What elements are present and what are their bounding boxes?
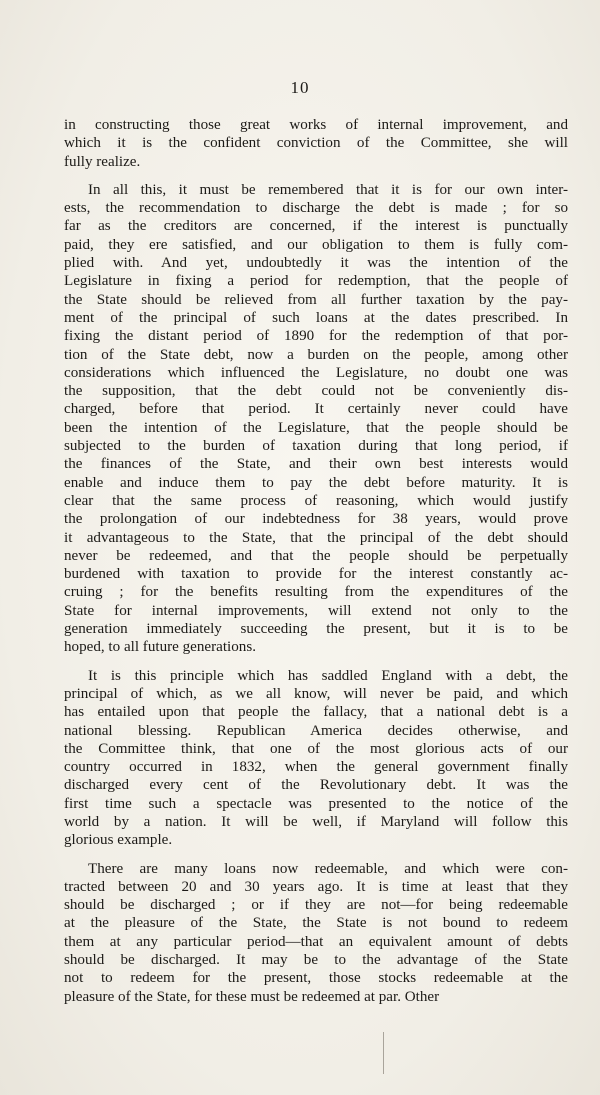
text-line: There are many loans now redeemable, and which were con- bbox=[88, 860, 568, 877]
text-line: fully realize. bbox=[64, 153, 141, 170]
text-line: It is this principle which has saddled England with a debt, the bbox=[88, 667, 568, 684]
text-line: the supposition, that the debt could not be conveniently dis- bbox=[64, 383, 568, 400]
text-line: hoped, to all future generations. bbox=[64, 639, 256, 656]
paragraph-2 bbox=[64, 181, 568, 657]
paragraph-4 bbox=[64, 860, 568, 1006]
text-line: State for internal improvements, will extend not only to the bbox=[64, 602, 568, 619]
text-line: never be redeemed, and that the people should be perpetually bbox=[64, 547, 568, 564]
text-line: world by a nation. It will be well, if Maryland will follow this bbox=[64, 813, 568, 830]
text-line: country occurred in 1832, when the general government finally bbox=[64, 759, 568, 776]
text-line: first time such a spectacle was presented to the notice of the bbox=[64, 795, 568, 812]
text-line: ment of the principal of such loans at the dates prescribed. In bbox=[64, 309, 568, 326]
text-line: cruing ; for the benefits resulting from the expenditures of the bbox=[64, 584, 568, 601]
text-line: subjected to the burden of taxation during that long period, if bbox=[64, 438, 568, 455]
page-number: 10 bbox=[290, 78, 310, 97]
binding-mark bbox=[383, 1032, 384, 1074]
text-line: tracted between 20 and 30 years ago. It is time at least that they bbox=[64, 878, 568, 895]
text-line: which it is the confident conviction of the Committee, she will bbox=[64, 135, 568, 152]
text-line: plied with. And yet, undoubtedly it was the intention of the bbox=[64, 255, 568, 272]
text-line: tion of the State debt, now a burden on the people, among other bbox=[64, 346, 568, 363]
text-line: Legislature in fixing a period for redemption, that the people of bbox=[64, 273, 568, 290]
text-line: not to redeem for the present, those stocks redeemable at the bbox=[64, 970, 568, 987]
body-text bbox=[64, 116, 568, 1006]
paragraph-gap bbox=[64, 850, 568, 860]
text-line: glorious example. bbox=[64, 832, 173, 849]
text-line: them at any particular period—that an equivalent amount of debts bbox=[64, 933, 568, 950]
text-line: should be discharged ; or if they are not—for being redeemable bbox=[64, 897, 568, 914]
text-line: the State should be relieved from all further taxation by the pay- bbox=[64, 291, 568, 308]
text-line: ests, the recommendation to discharge the debt is made ; for so bbox=[64, 200, 568, 217]
text-line: has entailed upon that people the fallacy, that a national debt is a bbox=[64, 704, 568, 721]
text-line: national blessing. Republican America decides otherwise, and bbox=[64, 722, 568, 739]
text-line: In all this, it must be remembered that it is for our own inter- bbox=[88, 181, 568, 198]
text-line: burdened with taxation to provide for the interest constantly ac- bbox=[64, 566, 568, 583]
paragraph-gap bbox=[64, 657, 568, 667]
paragraph-3 bbox=[64, 667, 568, 850]
text-line: principal of which, as we all know, will never be paid, and which bbox=[64, 685, 568, 702]
text-line: the Committee think, that one of the most glorious acts of our bbox=[64, 740, 568, 757]
text-line: pleasure of the State, for these must be redeemed at par. Other bbox=[64, 988, 440, 1005]
text-line: the finances of the State, and their own best interests would bbox=[64, 456, 568, 473]
text-line: charged, before that period. It certainly never could have bbox=[64, 401, 568, 418]
text-line: far as the creditors are concerned, if the interest is punctually bbox=[64, 218, 568, 235]
text-line: at the pleasure of the State, the State is not bound to redeem bbox=[64, 915, 568, 932]
text-line: in constructing those great works of internal improvement, and bbox=[64, 117, 568, 133]
text-line: the prolongation of our indebtedness for 38 years, would prove bbox=[64, 511, 568, 528]
text-line: discharged every cent of the Revolutionary debt. It was the bbox=[64, 777, 568, 794]
text-line: considerations which influenced the Legislature, no doubt one was bbox=[64, 364, 568, 381]
text-line: generation immediately succeeding the present, but it is to be bbox=[64, 621, 568, 638]
paragraph-1 bbox=[64, 116, 568, 171]
text-line: fixing the distant period of 1890 for the redemption of that por- bbox=[64, 328, 568, 345]
text-line: enable and induce them to pay the debt before maturity. It is bbox=[64, 474, 568, 491]
paragraph-gap bbox=[64, 171, 568, 181]
text-line: been the intention of the Legislature, that the people should be bbox=[64, 419, 568, 436]
text-line: should be discharged. It may be to the advantage of the State bbox=[64, 952, 568, 969]
text-line: paid, they ere satisfied, and our obligation to them is fully com- bbox=[64, 236, 568, 253]
text-line: it advantageous to the State, that the principal of the debt should bbox=[64, 529, 568, 546]
text-line: clear that the same process of reasoning, which would justify bbox=[64, 492, 568, 509]
